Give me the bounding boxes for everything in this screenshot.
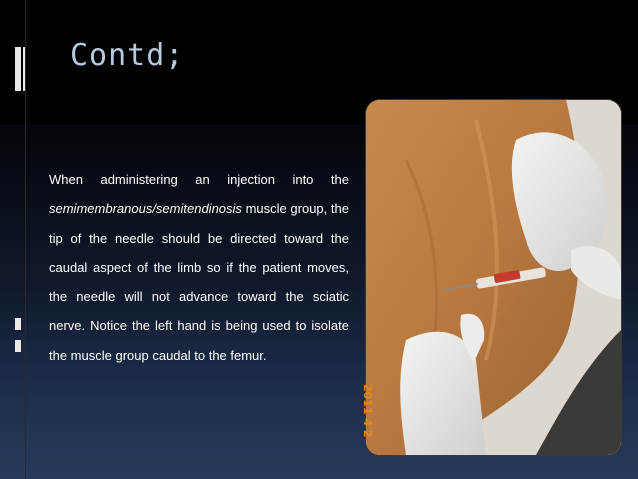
paragraph-part-2: muscle group, the tip of the needle should be directed toward the caudal aspect of the limb so if the patient moves, the needle will not advance toward the sciatic nerve. Notice the left hand is being used to isolate the muscle group caudal to the femur. <box>49 201 349 363</box>
decoration-bar <box>15 318 21 330</box>
paragraph-italic-term: semimembranous/semitendinosis <box>49 201 242 217</box>
photo-date-stamp: 2011 4 2 <box>361 384 374 438</box>
decoration-bar <box>15 47 21 91</box>
injection-photo <box>366 100 621 455</box>
photo-illustration <box>366 100 621 455</box>
slide-title: Contd; <box>70 38 185 73</box>
paragraph-part-1: When administering an injection into the <box>49 172 349 187</box>
left-rule <box>25 0 26 479</box>
decoration-bar <box>15 340 21 352</box>
decoration-bar <box>23 47 25 91</box>
body-paragraph <box>49 165 349 370</box>
